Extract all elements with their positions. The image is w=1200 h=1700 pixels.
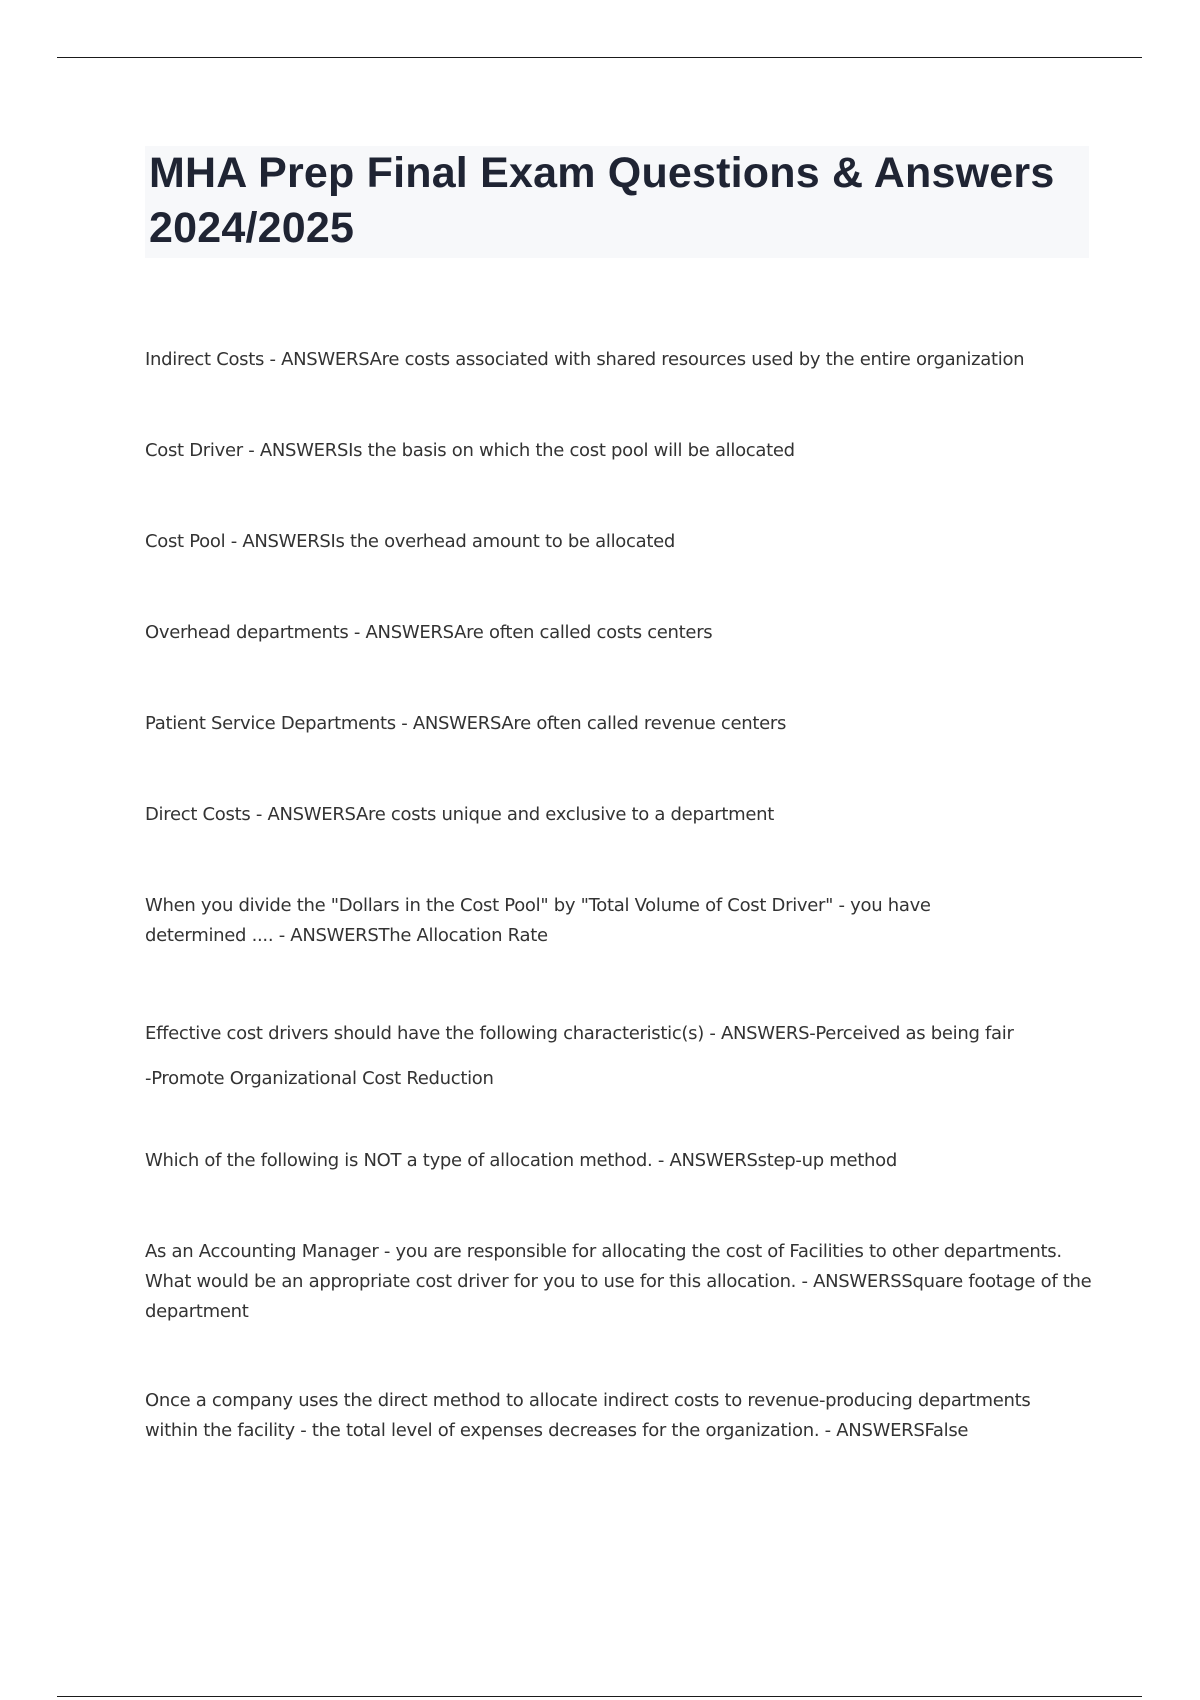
qa-item-allocation-method: Which of the following is NOT a type of allocation method. - ANSWERSstep-up method (145, 1150, 897, 1171)
qa-item-direct-costs: Direct Costs - ANSWERSAre costs unique and exclusive to a department (145, 804, 775, 825)
qa-item-indirect-costs: Indirect Costs - ANSWERSAre costs associated with shared resources used by the entire organization (145, 349, 1025, 370)
qa-item-direct-method: Once a company uses the direct method to allocate indirect costs to revenue-producing departments within the facility - the total level of expenses decreases for the organization. - ANSWERSFalse (145, 1390, 1031, 1441)
document-title: MHA Prep Final Exam Questions & Answers 2024/2025 (149, 149, 1055, 252)
qa-item-accounting-manager: As an Accounting Manager - you are responsible for allocating the cost of Facilities to other departments. What would be an appropriate cost driver for you to use for this allocation. - ANSWERSSquare footage of the department (145, 1241, 1092, 1322)
qa-item-allocation-rate: When you divide the "Dollars in the Cost Pool" by "Total Volume of Cost Driver" - you have determined .... - ANSWERSThe Allocation Rate (145, 895, 931, 946)
qa-item-patient-service-departments: Patient Service Departments - ANSWERSAre often called revenue centers (145, 713, 787, 734)
qa-item-cost-driver: Cost Driver - ANSWERSIs the basis on which the cost pool will be allocated (145, 440, 795, 461)
top-rule (57, 57, 1142, 58)
title-block (145, 146, 1089, 258)
qa-item-effective-cost-drivers-line2: -Promote Organizational Cost Reduction (145, 1068, 494, 1089)
qa-item-cost-pool: Cost Pool - ANSWERSIs the overhead amount to be allocated (145, 531, 675, 552)
qa-item-effective-cost-drivers (145, 1011, 1095, 1101)
bottom-rule (57, 1696, 1142, 1697)
qa-item-overhead-departments: Overhead departments - ANSWERSAre often called costs centers (145, 622, 713, 643)
qa-item-effective-cost-drivers-line1: Effective cost drivers should have the following characteristic(s) - ANSWERS-Perceived as being fair (145, 1023, 1014, 1044)
